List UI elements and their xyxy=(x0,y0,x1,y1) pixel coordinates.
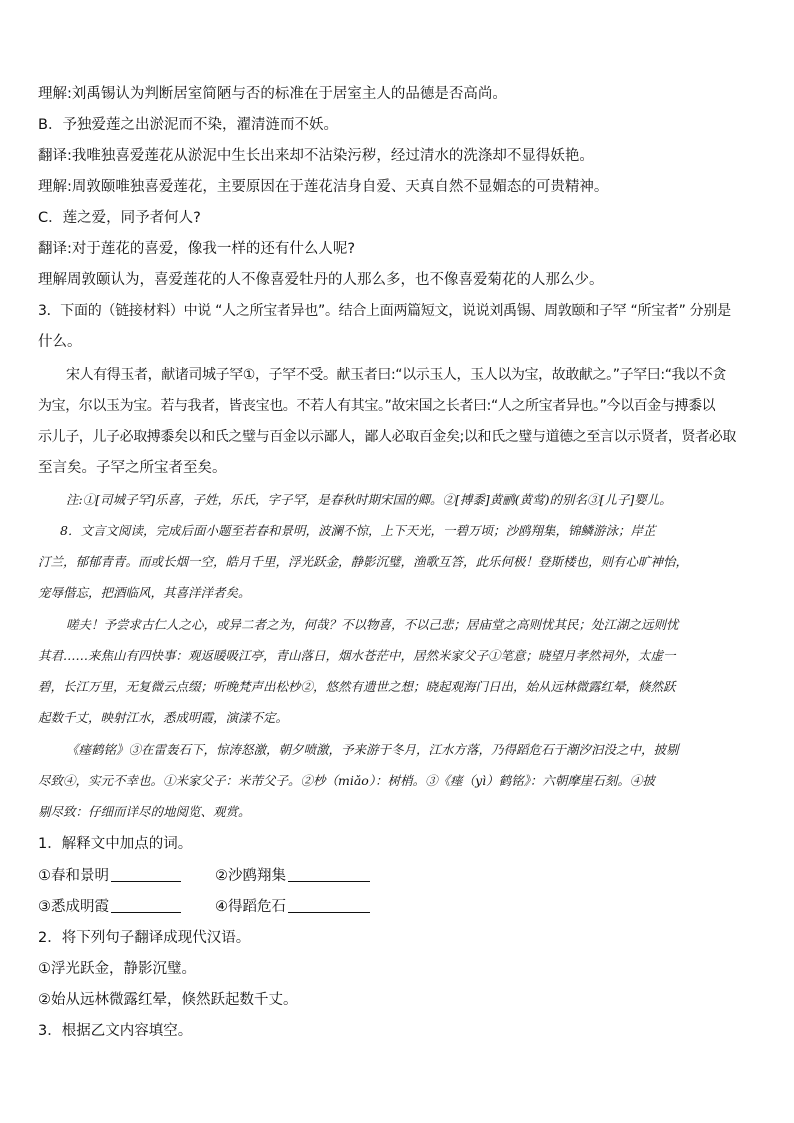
text-line: 什么。 xyxy=(38,334,82,350)
reading-passage: 8．文言文阅读，完成后面小题至若春和景明，波澜不惊，上下天光，一碧万顷；沙鸥翔集，锦鳞游泳；岸芷 xyxy=(60,523,656,538)
text-line: 翻译:我唯独喜爱莲花从淤泥中生长出来却不沾染污秽，经过清水的洗涤却不显得妖艳。 xyxy=(38,148,594,164)
answer-blank[interactable] xyxy=(111,867,181,882)
reading-passage: 其君……来焦山有四快事：观返暖吸江亭，青山落日，烟水苍茫中，居然米家父子①笔意；晓望月孝然祠外，太虚一 xyxy=(38,648,676,663)
text-line: C．莲之爱，同予者何人? xyxy=(38,210,201,226)
blank-label: ①春和景明 xyxy=(38,868,109,884)
reading-passage: 宠辱偕忘，把酒临风，其喜洋洋者矣。 xyxy=(38,585,251,600)
question-3b: 3．根据乙文内容填空。 xyxy=(38,1023,193,1039)
reading-passage: 汀兰，郁郁青青。而或长烟一空，皓月千里，浮光跃金，静影沉璧，渔歌互答，此乐何极！登斯楼也，则有心旷神怡， xyxy=(38,554,689,569)
blank-label: ③悉成明霞 xyxy=(38,899,109,915)
link-material: 为宝，尔以玉为宝。若与我者，皆丧宝也。不若人有其宝。”故宋国之长者曰:“人之所宝者异也。”今以百金与搏黍以 xyxy=(38,398,716,414)
text-line: 翻译:对于莲花的喜爱，像我一样的还有什么人呢? xyxy=(38,241,356,257)
link-material: 示儿子，儿子必取搏黍矣以和氏之璧与百金以示鄙人，鄙人必取百金矣;以和氏之璧与道德之至言以示贤者，贤者必取 xyxy=(38,429,736,445)
reading-passage: 起数千丈，映射江水，悉成明霞，演漾不定。 xyxy=(38,710,289,725)
blank-label: ②沙鸥翔集 xyxy=(215,868,286,884)
text-line: B．予独爱莲之出淤泥而不染，濯清涟而不妖。 xyxy=(38,117,338,133)
question-2: 2．将下列句子翻译成现代汉语。 xyxy=(38,930,251,946)
blank-row xyxy=(38,866,764,886)
text-line: ②始从远林微露红晕，倏然跃起数千丈。 xyxy=(38,992,298,1008)
reading-passage: 尽致④，实元不幸也。①米家父子：米芾父子。②杪（miǎo）：树梢。③《瘗（yì）鹤铭》：六朝摩崖石刻。④披 xyxy=(38,773,655,788)
text-line: 理解:周敦颐唯独喜爱莲花，主要原因在于莲花洁身自爱、天真自然不显媚态的可贵精神。 xyxy=(38,179,609,195)
question-3: 3．下面的（链接材料）中说 “人之所宝者异也”。结合上面两篇短文，说说刘禹锡、周敦颐和子罕 “所宝者” 分别是 xyxy=(38,303,731,319)
answer-blank[interactable] xyxy=(111,898,181,913)
reading-passage: 碧，长江万里，无复微云点缀；听晚梵声出松杪②，悠然有遗世之想；晓起观海门日出，始从远林微露红晕，倏然跃 xyxy=(38,679,676,694)
answer-blank[interactable] xyxy=(288,867,370,882)
reading-passage: 《瘗鹤铭》③在雷轰石下，惊涛怒激，朝夕喷激，予来游于冬月，江水方落，乃得蹈危石于潮汐汩没之中，披剔 xyxy=(66,742,679,757)
link-material: 至言矣。子罕之所宝者至矣。 xyxy=(38,460,227,476)
reading-passage: 嗟夫！予尝求古仁人之心，或异二者之为，何哉？不以物喜，不以己悲；居庙堂之高则忧其民；处江湖之远则忧 xyxy=(66,617,679,632)
annotation-note: 注:①[司城子罕]乐喜，子姓，乐氏，字子罕，是春秋时期宋国的卿。②[搏黍]黄鹂(黄莺)的别名③[儿子]婴儿。 xyxy=(66,492,672,507)
link-material: 宋人有得玉者，献诸司城子罕①，子罕不受。献玉者曰:“以示玉人，玉人以为宝，故敢献之。”子罕曰:“我以不贪 xyxy=(66,367,726,383)
question-1: 1．解释文中加点的词。 xyxy=(38,836,193,852)
reading-passage: 剔尽致：仔细而详尽的地阅览、观赏。 xyxy=(38,804,251,819)
blank-label: ④得蹈危石 xyxy=(215,899,286,915)
answer-blank[interactable] xyxy=(288,898,370,913)
text-line: ①浮光跃金，静影沉璧。 xyxy=(38,961,196,977)
blank-row xyxy=(38,897,764,917)
text-line: 理解:刘禹锡认为判断居室简陋与否的标准在于居室主人的品德是否高尚。 xyxy=(38,86,507,102)
text-line: 理解周敦颐认为，喜爱莲花的人不像喜爱牡丹的人那么多，也不像喜爱菊花的人那么少。 xyxy=(38,272,604,288)
